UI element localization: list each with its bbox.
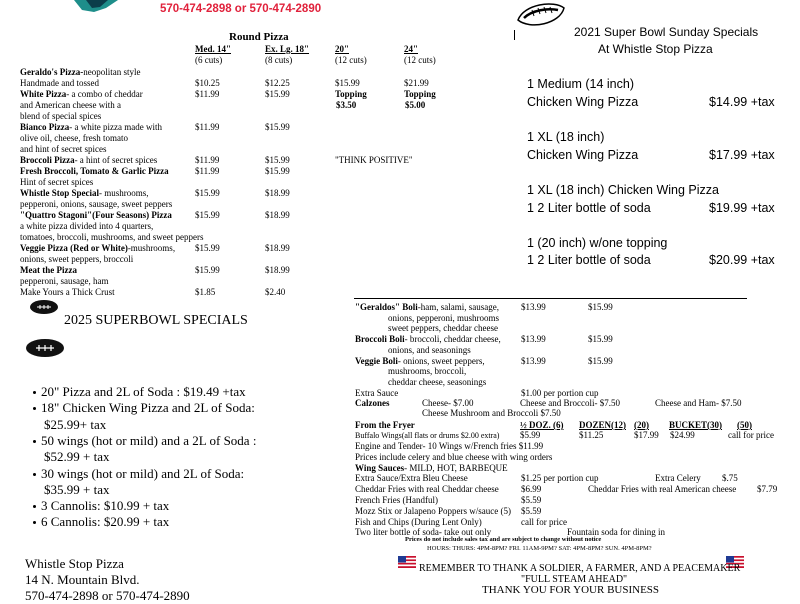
special-2025-item: 18" Chicken Wing Pizza and 2L of Soda: [41,400,255,416]
pizza-price: $5.00 [405,100,426,110]
fryer-price: $5.59 [521,495,542,505]
specials-2025-title: 2025 SUPERBOWL SPECIALS [64,313,248,328]
fryer-col-20: (20) [634,420,649,430]
bullet-icon [33,473,36,476]
pizza-price: $18.99 [265,188,290,198]
pizza-price: $1.85 [195,287,216,297]
address-phone[interactable]: 570-474-2898 or 570-474-2890 [25,588,190,603]
special-2021-item: Chicken Wing Pizza [527,95,639,109]
fryer-item-name: Prices include celery and blue cheese with wing orders [355,451,553,462]
wings-bucket-price: $24.99 [670,430,695,440]
pizza-item-desc [20,166,169,177]
fryer-price: Fountain soda for dining in [567,527,665,538]
calzone-ham: Cheese and Ham- $7.50 [655,398,742,408]
pizza-item-desc [20,100,121,111]
pizza-item-desc [20,243,175,254]
pizza-price: $21.99 [404,78,429,88]
pizza-price: $3.50 [336,100,357,110]
pizza-item-desc [20,199,172,210]
fryer-col-dozen: DOZEN(12) [579,420,626,430]
pizza-item-name: White Pizza [20,89,67,99]
special-2025-item: 50 wings (hot or mild) and a 2L of Soda : [41,432,257,448]
pizza-col-size: 24" [404,44,418,54]
pizza-item-text: tomatoes, broccoli, mushrooms, and sweet peppers [20,232,204,242]
fryer-col-bucket: BUCKET(30) [669,420,723,430]
pizza-col-size: Ex. Lg. 18" [265,44,310,54]
pizza-item-name: Bianco Pizza [20,122,70,132]
special-2021-item: 1 (20 inch) w/one topping [527,236,668,250]
pizza-price: Topping [335,89,367,99]
pizza-col-size: 20" [335,44,349,54]
boli-item-desc [355,302,499,313]
pizza-item-text: Make Yours a Thick Crust [20,287,115,297]
pizza-item-desc [20,122,162,133]
pizza-price: $11.99 [195,155,220,165]
fryer-item-text: - MILD, HOT, BARBEQUE [404,462,508,473]
special-2021-price: $14.99 +tax [709,95,775,109]
pizza-item-desc [20,89,143,100]
flag-icon [398,556,416,568]
pizza-item-name: Meat the Pizza [20,265,77,275]
pizza-price: $15.99 [195,265,220,275]
address-street: 14 N. Mountain Blvd. [25,572,140,587]
pizza-item-text: -mushrooms, [127,243,176,253]
logo-icon [72,0,122,14]
special-2021-item: 1 XL (18 inch) Chicken Wing Pizza [527,183,719,197]
tax-note: Prices do not include sales tax and are subject to change without notice [405,536,602,543]
pizza-item-text: - a white pizza made with [69,122,162,132]
pizza-price: $18.99 [265,210,290,220]
fryer-item-name: French Fries (Handful) [355,495,438,505]
fryer-item-name: Extra Sauce/Extra Bleu Cheese [355,473,468,484]
special-2025-item: $52.99 + tax [44,449,110,465]
boli-item-text: onions, pepperoni, mushrooms [388,312,499,323]
pizza-item-desc [20,78,99,89]
bullet-icon [33,440,36,443]
fryer-item-name: Engine and Tender- 10 Wings w/French fries $11.99 [355,441,544,451]
address-name: Whistle Stop Pizza [25,556,124,571]
pizza-col-cuts: (12 cuts) [404,55,436,65]
pizza-price: $15.99 [265,122,290,132]
pizza-item-desc [20,133,128,144]
pizza-item-name: Broccoli Pizza [20,155,75,165]
pizza-item-name: Geraldo's Pizza- [20,67,84,77]
pizza-item-name: "Quattro Stagoni"(Four Seasons) Pizza [20,210,172,220]
pizza-item-text: - a combo of cheddar [66,89,143,99]
fryer-extra-price: $.75 [722,473,738,484]
pizza-item-desc [20,188,149,199]
boli-price: $15.99 [588,355,613,366]
pizza-item-text: and American cheese with a [20,100,121,110]
special-2021-price: $19.99 +tax [709,201,775,215]
fryer-extra-price: $7.79 [757,484,778,495]
special-2021-price: $17.99 +tax [709,148,775,162]
pizza-item-name: Fresh Broccoli, Tomato & Garlic Pizza [20,166,169,176]
special-2025-item: $25.99+ tax [44,416,107,432]
pizza-price: $2.40 [265,287,286,297]
boli-item-desc [388,345,471,356]
special-2021-item: 1 Medium (14 inch) [527,77,634,91]
boli-item-text: cheddar cheese, seasonings [388,376,487,387]
specials-2021-subtitle: At Whistle Stop Pizza [598,42,713,56]
pizza-item-name: Veggie Pizza (Red or White) [20,243,128,253]
wings-50-price: call for price [728,430,774,440]
fryer-item-name: Fish and Chips (During Lent Only) [355,516,482,527]
pizza-item-text: pepperoni, sausage, ham [20,276,109,286]
special-2025-item: $35.99 + tax [44,481,110,497]
boli-item-desc [388,323,498,334]
pizza-item-text: onions, sweet peppers, broccoli [20,254,134,264]
fryer-item [355,463,508,474]
special-2025-item: 6 Cannolis: $20.99 + tax [41,514,170,530]
boli-item-desc [355,356,485,367]
fryer-price: $6.99 [521,484,542,495]
pizza-item-name: Whistle Stop Special [20,188,100,198]
fryer-item-name: Mozz Stix or Jalapeno Poppers w/sauce (5) [355,505,511,516]
special-2021-item: 1 2 Liter bottle of soda [527,201,651,215]
pizza-item-desc [20,155,157,166]
fryer-item-name: Two liter bottle of soda- take out only [355,527,492,538]
hours: HOURS: THURS: 4PM-8PM? FRI. 11AM-9PM? SAT: 4PM-8PM? SUN. 4PM-8PM? [427,545,652,552]
pizza-item-desc [20,276,108,287]
pizza-item-desc [20,67,140,78]
special-2021-item: 1 XL (18 inch) [527,130,605,144]
buffalo-wings: Buffalo Wings(all flats or drums $2.00 extra) [355,431,500,440]
pizza-item-desc [20,287,115,298]
pizza-item-text: blend of special spices [20,111,102,121]
pizza-price: Topping [404,89,436,99]
header-phone[interactable]: 570-474-2898 or 570-474-2890 [160,3,322,15]
boli-price: $15.99 [588,334,613,345]
fryer-item [355,452,552,463]
fryer-item-name: Wing Sauces [355,462,405,473]
fryer-col-50: (50) [737,420,752,430]
pizza-price: $18.99 [265,265,290,275]
special-2021-price: $20.99 +tax [709,253,775,267]
fryer-item [355,441,543,452]
pizza-price: $10.25 [195,78,220,88]
special-2025-item: 20" Pizza and 2L of Soda : $19.49 +tax [41,384,246,399]
pizza-price: $11.99 [195,166,220,176]
bullet-icon [33,407,36,410]
boli-item-text: onions, and seasonings [388,344,471,355]
boli-item-text: - broccoli, cheddar cheese, [404,334,501,345]
pizza-item-text: Hint of secret spices [20,177,94,187]
fryer-price: call for price [521,516,567,527]
pizza-item-desc [20,177,93,188]
football-icon [514,0,568,32]
boli-item-text: Extra Sauce [355,387,399,398]
special-2021-item: Chicken Wing Pizza [527,148,639,162]
fryer-extra: Cheddar Fries with real American cheese [588,484,737,495]
calzones-label: Calzones [355,398,390,408]
pizza-item-text: olive oil, cheese, fresh tomato [20,133,128,143]
pizza-col-cuts: (6 cuts) [195,55,223,65]
fryer-title: From the Fryer [355,420,415,430]
boli-price: $13.99 [521,334,546,345]
boli-item-desc [388,313,499,324]
fryer-item [355,484,499,495]
pizza-item-desc [20,210,172,221]
calzone-broccoli: Cheese and Broccoli- $7.50 [520,398,620,408]
boli-item-desc [388,377,486,388]
pizza-item-text: - mushrooms, [99,188,149,198]
pizza-item-text: a white pizza divided into 4 quarters, [20,221,154,231]
boli-item-name: Broccoli Boli [355,334,405,345]
special-2025-item: 3 Cannolis: $10.99 + tax [41,498,170,514]
wings-dozen-price: $11.25 [579,430,604,440]
fryer-item [355,473,468,484]
boli-price: $13.99 [521,302,546,312]
pizza-price: $18.99 [265,243,290,253]
fryer-price: $5.59 [521,505,542,516]
wings-half-price: $5.99 [520,430,541,440]
boli-item-name: "Geraldos" Boli [355,302,418,312]
bullet-icon [33,391,36,394]
boli-item-text: -ham, salami, sausage, [417,302,499,312]
pizza-item-text: Handmade and tossed [20,78,99,88]
boli-item-desc [355,334,501,345]
pizza-item-desc [20,254,133,265]
fryer-item [355,517,482,528]
fryer-price: $1.25 per portion cup [521,473,599,484]
football-icon [29,299,59,315]
pizza-col-cuts: (12 cuts) [335,55,367,65]
boli-item-text: sweet peppers, cheddar cheese [388,323,498,334]
boli-price: $1.00 per portion cup [521,387,599,398]
pizza-col-cuts: (8 cuts) [265,55,293,65]
full-steam-line: "FULL STEAM AHEAD" [521,574,628,585]
pizza-price: $15.99 [265,155,290,165]
boli-item-desc [355,388,398,399]
pizza-price: $15.99 [195,243,220,253]
pizza-price: $15.99 [335,78,360,88]
bullet-icon [33,505,36,508]
boli-item-desc [388,366,466,377]
thank-you-line: THANK YOU FOR YOUR BUSINESS [482,584,660,596]
fryer-item [355,495,438,506]
special-2021-item: 1 2 Liter bottle of soda [527,253,651,267]
pizza-item-desc [20,221,153,232]
boli-price: $15.99 [588,302,613,312]
specials-2021-title: 2021 Super Bowl Sunday Specials [574,25,759,39]
fryer-item-name: Cheddar Fries with real Cheddar cheese [355,484,499,495]
fryer-col-half: ½ DOZ. (6) [520,420,564,430]
pizza-item-text: neopolitan style [83,67,141,77]
boli-item-text: mushrooms, broccoli, [388,366,467,377]
fryer-item [355,506,511,517]
fryer-extra: Extra Celery [655,473,701,484]
boli-price: $13.99 [521,355,546,366]
calzone-mushroom: Cheese Mushroom and Broccoli $7.50 [422,408,561,418]
round-pizza-title: Round Pizza [229,31,289,43]
bullet-icon [33,521,36,524]
pizza-price: "THINK POSITIVE" [335,155,413,165]
boli-item-text: - onions, sweet peppers, [397,355,485,366]
pizza-price: $15.99 [195,188,220,198]
pizza-price: $11.99 [195,122,220,132]
boli-item-name: Veggie Boli [355,355,398,366]
section-divider [354,298,747,299]
pizza-item-text: and hint of secret spices [20,144,107,154]
football-icon [25,338,65,358]
pizza-item-text: pepperoni, onions, sausage, sweet peppers [20,199,173,209]
pizza-item-desc [20,144,106,155]
wings-20-price: $17.99 [634,430,659,440]
pizza-item-text: - a hint of secret spices [74,155,158,165]
pizza-price: $15.99 [195,210,220,220]
pizza-col-size: Med. 14" [195,44,231,54]
pizza-price: $11.99 [195,89,220,99]
pizza-item-desc [20,232,203,243]
pizza-item-desc [20,111,101,122]
pizza-price: $15.99 [265,166,290,176]
pizza-item-desc [20,265,77,276]
special-2025-item: 30 wings (hot or mild) and 2L of Soda: [41,465,245,481]
pizza-price: $12.25 [265,78,290,88]
calzone-cheese: Cheese- $7.00 [422,398,474,408]
remember-line: REMEMBER TO THANK A SOLDIER, A FARMER, AND A PEACEMAKER [419,563,741,574]
pizza-price: $15.99 [265,89,290,99]
